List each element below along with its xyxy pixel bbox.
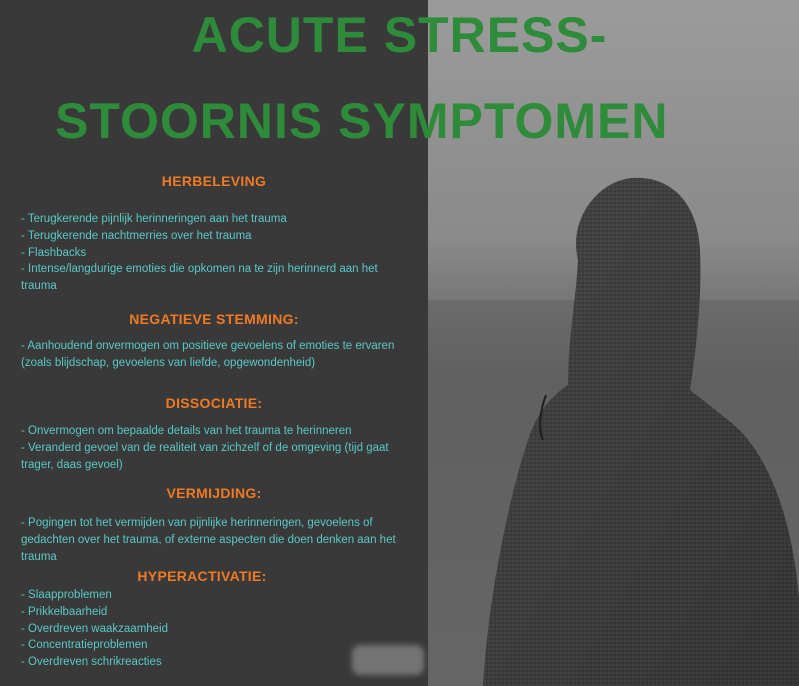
section-heading-dissociatie: DISSOCIATIE:: [165, 395, 263, 411]
list-item: - Concentratieproblemen: [21, 639, 148, 652]
blurred-mark: [352, 645, 424, 675]
list-item: - Flashbacks: [21, 246, 87, 259]
section-heading-hyperactivatie: HYPERACTIVATIE:: [137, 568, 267, 584]
title-line-1: ACUTE STRESS-: [191, 7, 608, 63]
section-list-vermijding: [21, 515, 406, 565]
list-item: - Pogingen tot het vermijden van pijnlijke herinneringen, gevoelens of gedachten over het trauma, of externe aspecten die doen denken aan het trauma: [21, 517, 396, 563]
list-item: - Terugkerende pijnlijk herinneringen aan het trauma: [21, 213, 287, 225]
list-item: - Terugkerende nachtmerries over het trauma: [21, 229, 252, 242]
section-list-hyperactivatie: [21, 587, 406, 671]
section-heading-negatieve-stemming: NEGATIEVE STEMMING:: [129, 311, 299, 327]
list-item: - Veranderd gevoel van de realiteit van zichzelf of de omgeving (tijd gaat trager, daas gevoel): [21, 441, 389, 471]
section-list-negatieve-stemming: [21, 338, 406, 372]
section-list-herbeleving: [21, 211, 406, 295]
list-item: - Overdreven waakzaamheid: [21, 622, 169, 635]
title-line-2: STOORNIS SYMPTOMEN: [55, 93, 669, 149]
list-item: - Onvermogen om bepaalde details van het trauma te herinneren: [21, 425, 352, 437]
page-title: [0, 0, 799, 160]
section-heading-herbeleving: HERBELEVING: [161, 173, 267, 189]
section-heading-vermijding: VERMIJDING:: [166, 485, 262, 501]
list-item: - Intense/langdurige emoties die opkomen na te zijn herinnerd aan het trauma: [21, 263, 378, 293]
list-item: - Prikkelbaarheid: [21, 605, 108, 618]
list-item: - Overdreven schrikreacties: [21, 656, 162, 669]
section-list-dissociatie: [21, 423, 406, 473]
list-item: - Slaapproblemen: [21, 589, 112, 601]
list-item: - Aanhoudend onvermogen om positieve gevoelens of emoties te ervaren (zoals blijdschap, gevoelens van liefde, opgewondenheid): [21, 340, 395, 369]
